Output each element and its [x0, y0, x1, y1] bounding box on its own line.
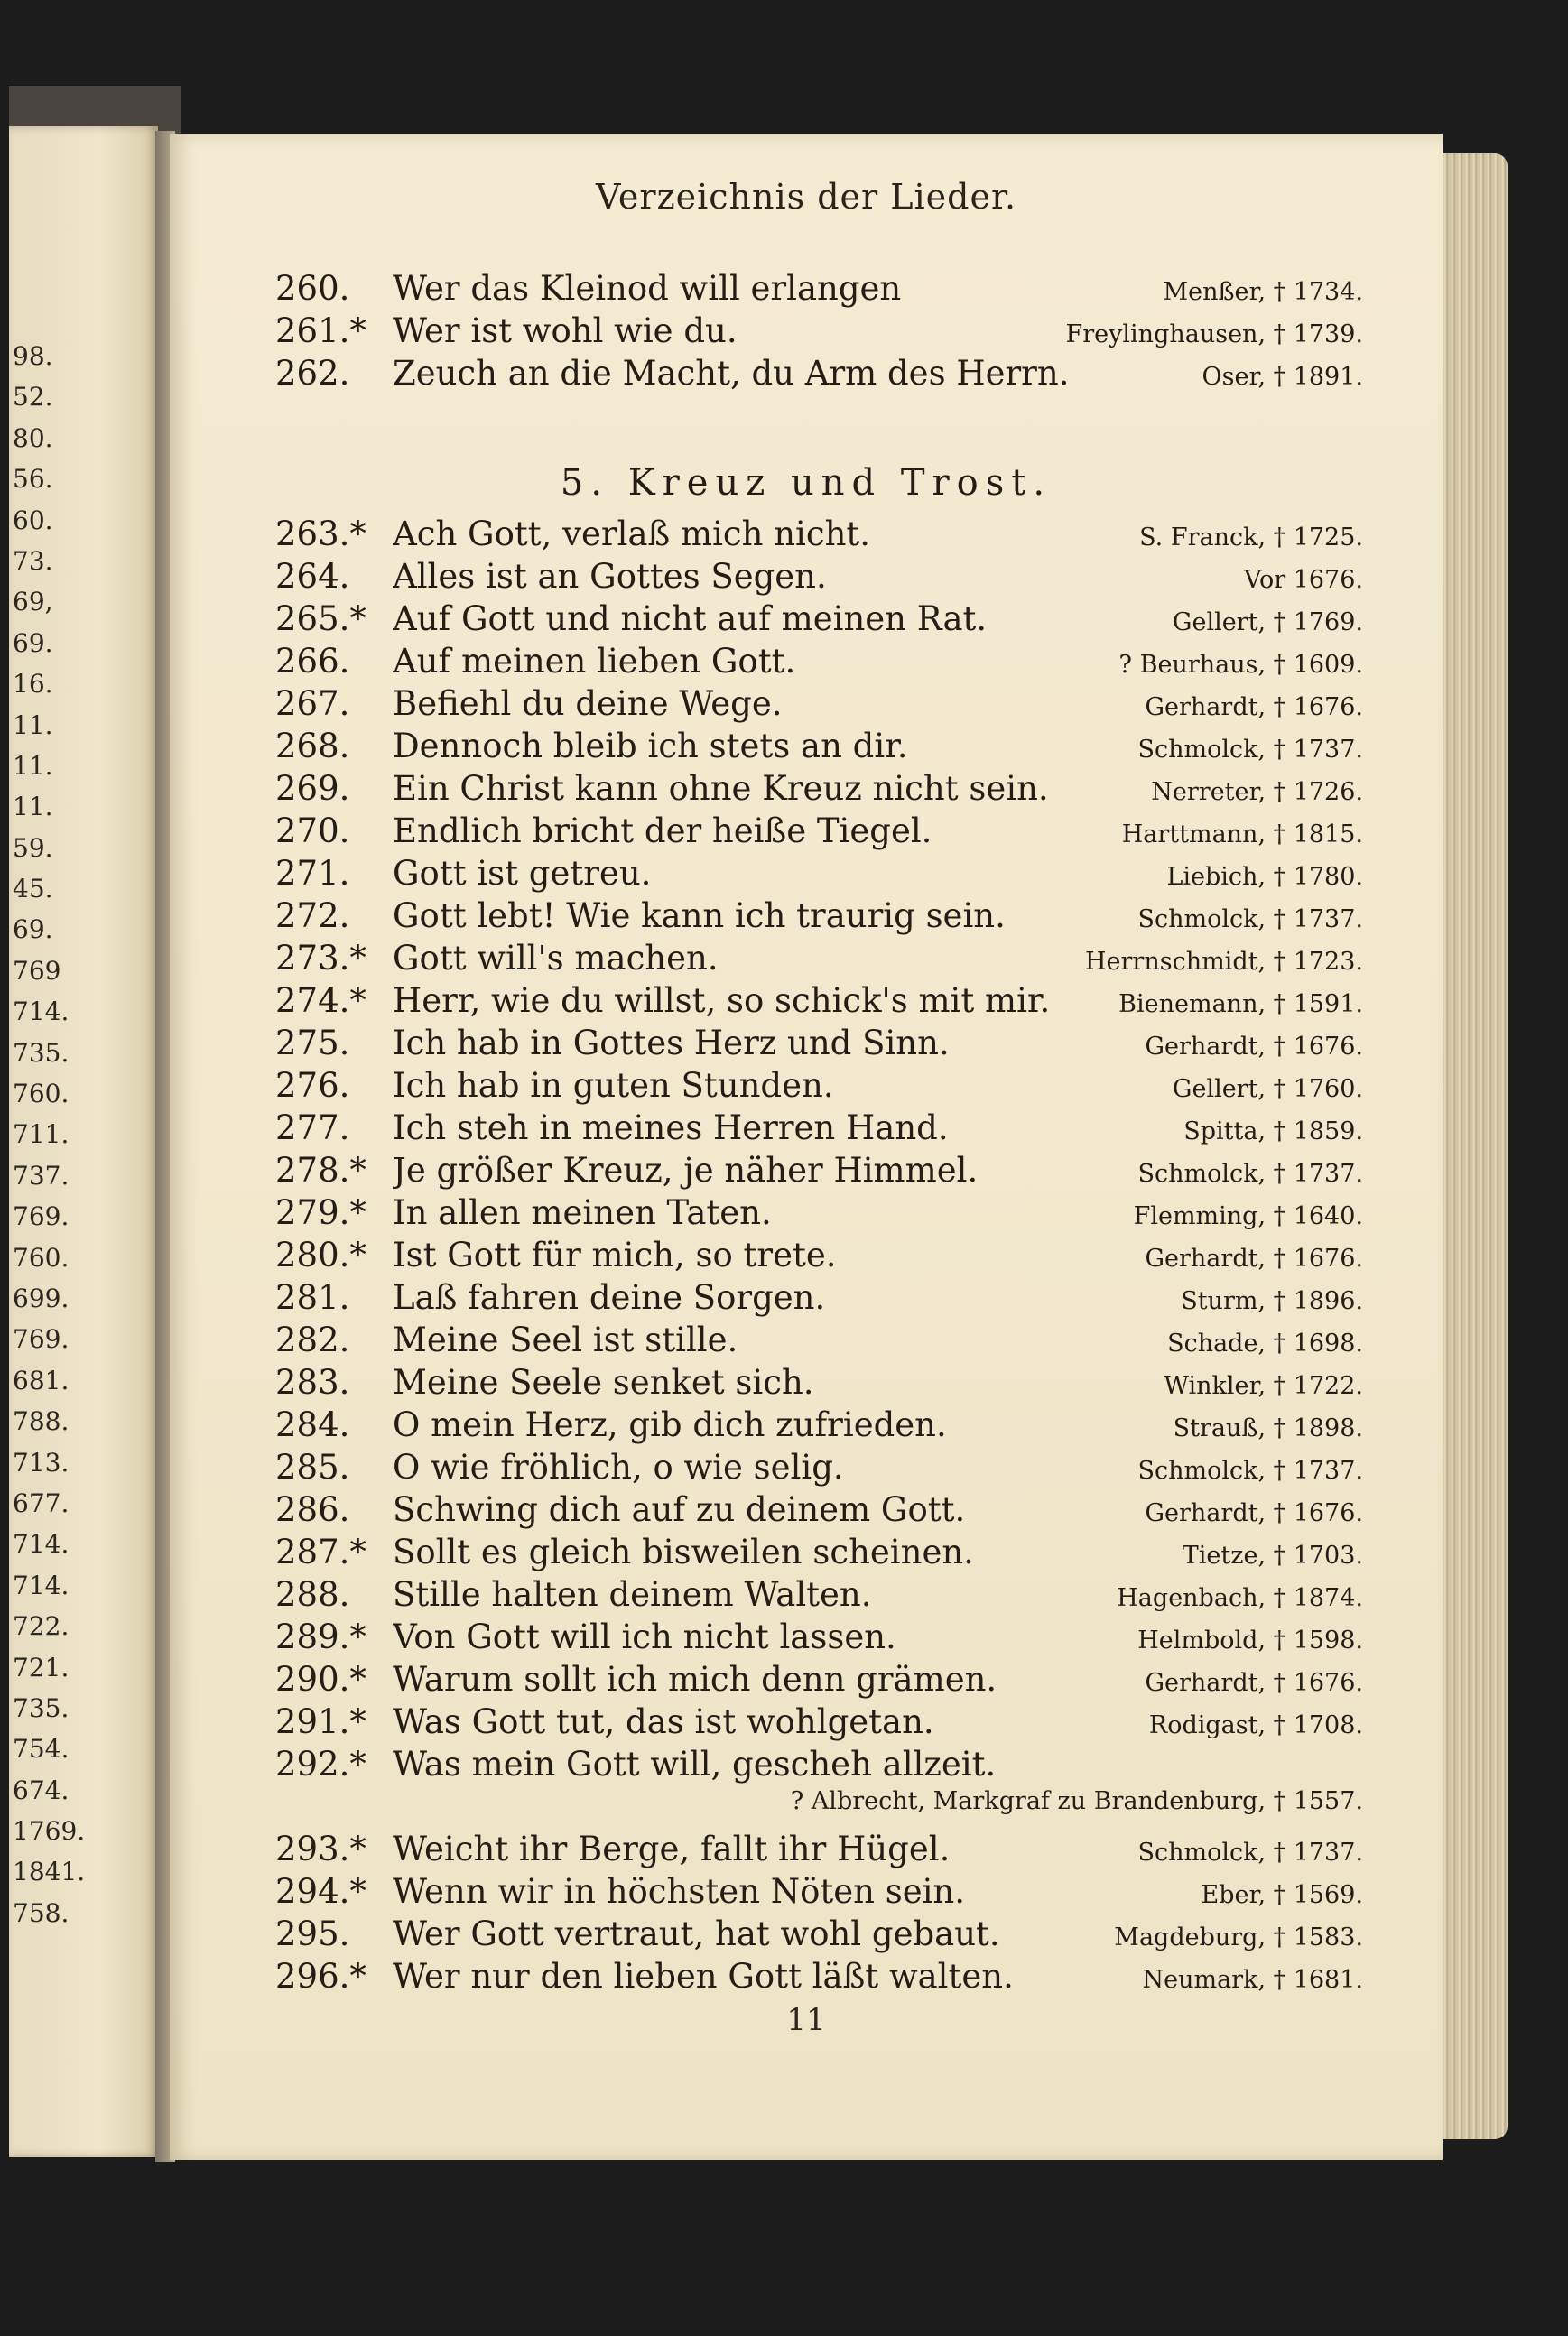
song-number: 267.: [275, 684, 350, 723]
song-title: Warum sollt ich mich denn grämen.: [393, 1660, 997, 1699]
left-page-number: 52.: [13, 382, 53, 413]
song-author: Schmolck, † 1737.: [1137, 736, 1363, 764]
left-page-number: 16.: [13, 669, 53, 700]
left-page-number: 735.: [13, 1037, 70, 1068]
song-number: 289.*: [275, 1618, 366, 1656]
left-page-number: 1769.: [13, 1816, 86, 1847]
song-title: Wer ist wohl wie du.: [393, 311, 738, 350]
song-entry: [275, 642, 1363, 684]
song-entry: [275, 896, 1363, 939]
song-title: Sollt es gleich bisweilen scheinen.: [393, 1533, 974, 1571]
song-entry: [275, 1363, 1363, 1405]
song-title: Zeuch an die Macht, du Arm des Herrn.: [393, 354, 1070, 393]
song-entry: [275, 1151, 1363, 1193]
left-page-number: 711.: [13, 1119, 70, 1150]
song-title: Wenn wir in höchsten Nöten sein.: [393, 1872, 966, 1911]
song-entry: [275, 1533, 1363, 1575]
left-page-number: 699.: [13, 1283, 70, 1313]
song-author: Winkler, † 1722.: [1164, 1372, 1363, 1400]
song-title: Wer Gott vertraut, hat wohl gebaut.: [393, 1914, 1000, 1953]
song-number: 261.*: [275, 311, 366, 350]
song-author: Herrnschmidt, † 1723.: [1084, 948, 1363, 976]
left-page-number: 73.: [13, 545, 53, 576]
song-title: Auf meinen lieben Gott.: [393, 642, 796, 681]
song-author: Strauß, † 1898.: [1173, 1414, 1363, 1442]
left-page-number: 735.: [13, 1692, 70, 1723]
page-edges: [1435, 153, 1508, 2139]
song-title: Je größer Kreuz, je näher Himmel.: [393, 1151, 979, 1190]
song-entry: [275, 1575, 1363, 1618]
left-page-number: 769.: [13, 1201, 70, 1232]
song-author: Gerhardt, † 1676.: [1145, 1669, 1363, 1697]
song-number: 294.*: [275, 1872, 366, 1911]
song-number: 296.*: [275, 1957, 366, 1996]
song-author: Schmolck, † 1737.: [1137, 1839, 1363, 1867]
song-author: Nerreter, † 1726.: [1151, 778, 1363, 806]
song-entry: [275, 599, 1363, 642]
left-page-number: 722.: [13, 1611, 70, 1642]
song-number: 286.: [275, 1490, 350, 1529]
song-entry: [275, 727, 1363, 769]
song-number: 279.*: [275, 1193, 366, 1232]
song-author: Neumark, † 1681.: [1142, 1966, 1363, 1994]
running-head: Verzeichnis der Lieder.: [595, 177, 1017, 217]
left-page-number: 59.: [13, 832, 53, 863]
left-page-number: 80.: [13, 422, 53, 453]
song-number: 290.*: [275, 1660, 366, 1699]
song-number: 260.: [275, 269, 350, 308]
song-number: 272.: [275, 896, 350, 935]
song-title: Wer nur den lieben Gott läßt walten.: [393, 1957, 1014, 1996]
song-number: 265.*: [275, 599, 366, 638]
left-page-number: 758.: [13, 1897, 70, 1928]
song-author: Schmolck, † 1737.: [1137, 905, 1363, 933]
song-title: Von Gott will ich nicht lassen.: [393, 1618, 896, 1656]
song-number: 275.: [275, 1024, 350, 1062]
song-title: Weicht ihr Berge, fallt ihr Hügel.: [393, 1830, 951, 1868]
song-entry: [275, 557, 1363, 599]
song-author: Gerhardt, † 1676.: [1145, 1245, 1363, 1273]
song-entry: [275, 684, 1363, 727]
left-page-number: 1841.: [13, 1857, 86, 1887]
song-entry: [275, 1405, 1363, 1448]
song-entry: [275, 981, 1363, 1024]
song-title: Schwing dich auf zu deinem Gott.: [393, 1490, 966, 1529]
song-number: 287.*: [275, 1533, 366, 1571]
left-page-number: 56.: [13, 464, 53, 495]
song-number: 291.*: [275, 1702, 366, 1741]
song-title: Wer das Kleinod will erlangen: [393, 269, 902, 308]
song-number: 277.: [275, 1108, 350, 1147]
song-entry: [275, 1066, 1363, 1108]
song-author: Oser, † 1891.: [1202, 363, 1363, 391]
song-author: Gellert, † 1760.: [1172, 1075, 1363, 1103]
left-page-number: 760.: [13, 1242, 70, 1273]
song-entry: [275, 811, 1363, 854]
song-number: 276.: [275, 1066, 350, 1105]
song-number: 285.: [275, 1448, 350, 1487]
song-number: 281.: [275, 1278, 350, 1317]
song-entry: [275, 1321, 1363, 1363]
left-page-number: 760.: [13, 1079, 70, 1109]
left-page-number: 45.: [13, 874, 53, 904]
song-author: Liebich, † 1780.: [1166, 863, 1363, 891]
song-author: Hagenbach, † 1874.: [1117, 1584, 1363, 1612]
song-number: 270.: [275, 811, 350, 850]
left-page-number: 714.: [13, 1570, 70, 1600]
song-number: 263.*: [275, 514, 366, 553]
song-number: 295.: [275, 1914, 350, 1953]
song-author-line: ? Albrecht, Markgraf zu Brandenburg, † 1557.: [790, 1787, 1363, 1815]
song-title: Was Gott tut, das ist wohlgetan.: [393, 1702, 934, 1741]
left-page-number: 681.: [13, 1365, 70, 1395]
song-author: Harttmann, † 1815.: [1121, 820, 1363, 848]
left-page-number: 11.: [13, 709, 53, 740]
song-entry: [275, 769, 1363, 811]
song-title: Ich hab in Gottes Herz und Sinn.: [393, 1024, 950, 1062]
song-author: Menßer, † 1734.: [1163, 278, 1363, 306]
song-author: Gerhardt, † 1676.: [1145, 1033, 1363, 1061]
song-author: S. Franck, † 1725.: [1139, 524, 1363, 552]
song-title: Dennoch bleib ich stets an dir.: [393, 727, 908, 765]
left-page-number: 769.: [13, 1324, 70, 1355]
song-author: Magdeburg, † 1583.: [1114, 1923, 1363, 1951]
song-number: 282.: [275, 1321, 350, 1359]
song-entry: [275, 1108, 1363, 1151]
song-title: Stille halten deinem Walten.: [393, 1575, 872, 1614]
song-author: Schmolck, † 1737.: [1137, 1457, 1363, 1485]
song-author: Eber, † 1569.: [1201, 1881, 1363, 1909]
song-title: Ich steh in meines Herren Hand.: [393, 1108, 949, 1147]
left-page-number: 754.: [13, 1734, 70, 1765]
song-author: Sturm, † 1896.: [1181, 1287, 1363, 1315]
left-page-number: 11.: [13, 750, 53, 781]
song-author: Bienemann, † 1591.: [1118, 990, 1363, 1018]
song-title: Endlich bricht der heiße Tiegel.: [393, 811, 932, 850]
song-author: Rodigast, † 1708.: [1148, 1711, 1363, 1739]
song-author: Tietze, † 1703.: [1182, 1542, 1363, 1570]
song-number: 283.: [275, 1363, 350, 1402]
left-page-number: 69.: [13, 627, 53, 658]
song-author: Freylinghausen, † 1739.: [1065, 320, 1363, 348]
song-number: 280.*: [275, 1236, 366, 1275]
song-entry: [275, 1024, 1363, 1066]
song-author: Spitta, † 1859.: [1183, 1117, 1363, 1145]
song-list-previous-section: [275, 269, 1363, 396]
song-number: 264.: [275, 557, 350, 596]
left-page-number: 674.: [13, 1775, 70, 1805]
song-title: Was mein Gott will, gescheh allzeit.: [393, 1745, 997, 1784]
page-number: 11: [786, 2002, 826, 2038]
left-page-number: 11.: [13, 792, 53, 822]
song-number: 288.: [275, 1575, 350, 1614]
left-page-number: 769: [13, 955, 61, 986]
song-title: Herr, wie du willst, so schick's mit mir.: [393, 981, 1051, 1020]
left-page-number: 714.: [13, 1529, 70, 1560]
song-title: Befiehl du deine Wege.: [393, 684, 783, 723]
left-page-number: 677.: [13, 1488, 70, 1518]
left-page-number: 69.: [13, 914, 53, 945]
song-title: Ein Christ kann ohne Kreuz nicht sein.: [393, 769, 1049, 808]
song-author: Gellert, † 1769.: [1172, 608, 1363, 636]
song-entry: [275, 1618, 1363, 1660]
song-author: Gerhardt, † 1676.: [1145, 693, 1363, 721]
section-heading: 5. Kreuz und Trost.: [560, 462, 1053, 504]
song-title: Gott ist getreu.: [393, 854, 652, 893]
left-page-number: 98.: [13, 341, 53, 371]
song-number: 284.: [275, 1405, 350, 1444]
left-page-number: 721.: [13, 1652, 70, 1682]
song-title: Meine Seele senket sich.: [393, 1363, 814, 1402]
song-entry: [275, 514, 1363, 557]
song-author: Gerhardt, † 1676.: [1145, 1499, 1363, 1527]
song-author: Vor 1676.: [1243, 566, 1363, 594]
song-number: 274.*: [275, 981, 366, 1020]
song-title: Ist Gott für mich, so trete.: [393, 1236, 837, 1275]
song-title: Ach Gott, verlaß mich nicht.: [393, 514, 871, 553]
song-author: Helmbold, † 1598.: [1137, 1627, 1363, 1655]
song-author: Schmolck, † 1737.: [1137, 1160, 1363, 1188]
song-author: Schade, † 1698.: [1167, 1330, 1363, 1358]
song-title: In allen meinen Taten.: [393, 1193, 772, 1232]
song-title: Alles ist an Gottes Segen.: [393, 557, 827, 596]
left-page-number: 713.: [13, 1447, 70, 1478]
song-number: 268.: [275, 727, 350, 765]
left-page-number: 737.: [13, 1160, 70, 1191]
song-title: O wie fröhlich, o wie selig.: [393, 1448, 844, 1487]
song-title: Meine Seel ist stille.: [393, 1321, 738, 1359]
song-number: 292.*: [275, 1745, 366, 1784]
song-author: Flemming, † 1640.: [1133, 1202, 1363, 1230]
song-author: ? Beurhaus, † 1609.: [1118, 651, 1363, 679]
song-entry: [275, 354, 1363, 396]
song-title: Gott lebt! Wie kann ich traurig sein.: [393, 896, 1006, 935]
song-title: Gott will's machen.: [393, 939, 719, 978]
song-entry: [275, 1914, 1363, 1957]
song-number: 271.: [275, 854, 350, 893]
song-title: Laß fahren deine Sorgen.: [393, 1278, 826, 1317]
left-page-numbers: [13, 336, 94, 1933]
song-entry: [275, 1448, 1363, 1490]
song-number: 278.*: [275, 1151, 366, 1190]
song-entry: [275, 939, 1363, 981]
song-entry: [275, 1193, 1363, 1236]
song-title: Ich hab in guten Stunden.: [393, 1066, 834, 1105]
song-entry: [275, 1745, 1363, 1787]
song-list-kreuz-und-trost: [275, 514, 1363, 1999]
song-entry: [275, 269, 1363, 311]
song-title: Auf Gott und nicht auf meinen Rat.: [393, 599, 988, 638]
left-page-number: 788.: [13, 1406, 70, 1437]
song-entry: [275, 1830, 1363, 1872]
song-entry: [275, 1660, 1363, 1702]
left-page-number: 714.: [13, 997, 70, 1027]
song-number: 269.: [275, 769, 350, 808]
song-title: O mein Herz, gib dich zufrieden.: [393, 1405, 947, 1444]
song-number: 262.: [275, 354, 350, 393]
song-number: 273.*: [275, 939, 366, 978]
left-page-number: 69,: [13, 587, 53, 617]
song-number: 266.: [275, 642, 350, 681]
song-entry: [275, 311, 1363, 354]
song-entry: [275, 1957, 1363, 1999]
song-entry: [275, 1490, 1363, 1533]
song-entry: [275, 1872, 1363, 1914]
song-entry: [275, 1278, 1363, 1321]
song-entry: [275, 854, 1363, 896]
song-number: 293.*: [275, 1830, 366, 1868]
song-entry: [275, 1702, 1363, 1745]
song-entry: [275, 1236, 1363, 1278]
left-page-number: 60.: [13, 505, 53, 535]
